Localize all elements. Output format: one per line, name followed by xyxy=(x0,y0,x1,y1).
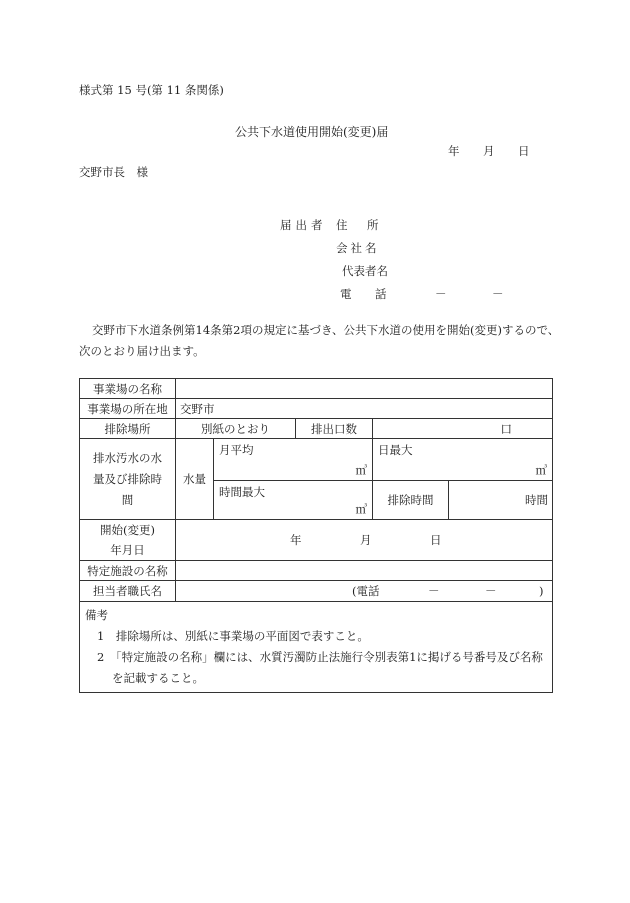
table-row xyxy=(80,439,553,481)
date-day: 日 xyxy=(518,144,530,158)
table-row xyxy=(80,602,553,693)
discharge-place-label: 排除場所 xyxy=(80,419,176,439)
form-table xyxy=(79,378,553,693)
water-volume-label: 排水汚水の水量及び排除時間 xyxy=(80,439,176,520)
daily-max-unit: ㎥ xyxy=(535,463,548,477)
start-date-field[interactable] xyxy=(176,520,553,561)
start-year: 年 xyxy=(290,533,302,547)
start-date-label xyxy=(80,520,176,561)
monthly-avg-unit: ㎥ xyxy=(355,463,367,477)
note-text: 「特定施設の名称」欄には、水質汚濁防止法施行令別表第1に掲げる号番号及び名称 xyxy=(115,650,543,664)
location-label: 事業場の所在地 xyxy=(80,399,176,419)
water-label: 水量 xyxy=(176,439,214,520)
applicant-label: 届出者 xyxy=(280,218,327,232)
daily-max-label: 日最大 xyxy=(378,443,413,457)
specified-facility-label: 特定施設の名称 xyxy=(80,561,176,581)
addressee: 交野市長 様 xyxy=(79,165,148,179)
table-row xyxy=(80,399,553,419)
phone-dash-2: － xyxy=(492,287,504,301)
contact-dash-2: － xyxy=(485,584,497,598)
monthly-avg-label: 月平均 xyxy=(219,443,254,457)
discharge-time-unit: 時間 xyxy=(525,493,549,507)
note-number: 2 xyxy=(97,650,105,664)
hourly-max-field[interactable] xyxy=(214,481,373,520)
outlet-count-unit: 口 xyxy=(500,421,513,436)
start-date-label-line-2: 年月日 xyxy=(110,543,145,557)
body-text-line-2: 次のとおり届け出ます。 xyxy=(79,344,205,358)
monthly-avg-field[interactable] xyxy=(214,439,373,481)
discharge-time-field[interactable] xyxy=(449,481,553,520)
table-row xyxy=(80,419,553,439)
notes-title: 備考 xyxy=(85,608,108,622)
note-item-2-continued: を記載すること。 xyxy=(112,671,204,685)
date-month: 月 xyxy=(483,144,495,158)
table-row xyxy=(80,520,553,561)
hourly-max-label: 時間最大 xyxy=(219,485,265,499)
note-item-1 xyxy=(85,626,547,647)
representative-label: 代表者名 xyxy=(342,264,388,278)
note-number: 1 xyxy=(97,629,105,643)
table-row xyxy=(80,561,553,581)
hourly-max-unit: ㎥ xyxy=(355,502,367,516)
contact-field[interactable] xyxy=(176,581,553,602)
contact-dash-1: － xyxy=(428,584,440,598)
address-label: 住 所 xyxy=(336,218,383,232)
notes-cell xyxy=(80,602,553,693)
contact-phone-close: ) xyxy=(539,584,544,598)
contact-phone-open: (電話 xyxy=(352,584,380,598)
body-text-line-1: 交野市下水道条例第14条第2項の規定に基づき、公共下水道の使用を開始(変更)するので、 xyxy=(92,323,560,337)
company-label: 会社名 xyxy=(336,241,380,255)
form-number: 様式第 15 号(第 11 条関係) xyxy=(79,83,224,97)
location-value: 交野市 xyxy=(180,401,215,416)
phone-dash-1: － xyxy=(435,287,447,301)
daily-max-field[interactable] xyxy=(373,439,553,481)
table-row xyxy=(80,581,553,602)
outlet-count-label: 排出口数 xyxy=(296,419,373,439)
facility-name-field[interactable] xyxy=(176,379,553,399)
phone-label: 電 話 xyxy=(340,287,393,301)
discharge-place-value: 別紙のとおり xyxy=(176,419,296,439)
location-field[interactable] xyxy=(176,399,553,419)
form-title: 公共下水道使用開始(変更)届 xyxy=(235,125,389,139)
facility-name-label: 事業場の名称 xyxy=(80,379,176,399)
note-text: 排除場所は、別紙に事業場の平面図で表すこと。 xyxy=(115,629,369,643)
contact-label: 担当者職氏名 xyxy=(80,581,176,602)
start-month: 月 xyxy=(360,533,372,547)
start-day: 日 xyxy=(430,533,442,547)
note-item-2 xyxy=(85,647,547,668)
specified-facility-field[interactable] xyxy=(176,561,553,581)
date-year: 年 xyxy=(448,144,460,158)
outlet-count-field[interactable] xyxy=(373,419,553,439)
discharge-time-label: 排除時間 xyxy=(373,481,449,520)
table-row xyxy=(80,379,553,399)
start-date-label-line-1: 開始(変更) xyxy=(100,523,155,537)
